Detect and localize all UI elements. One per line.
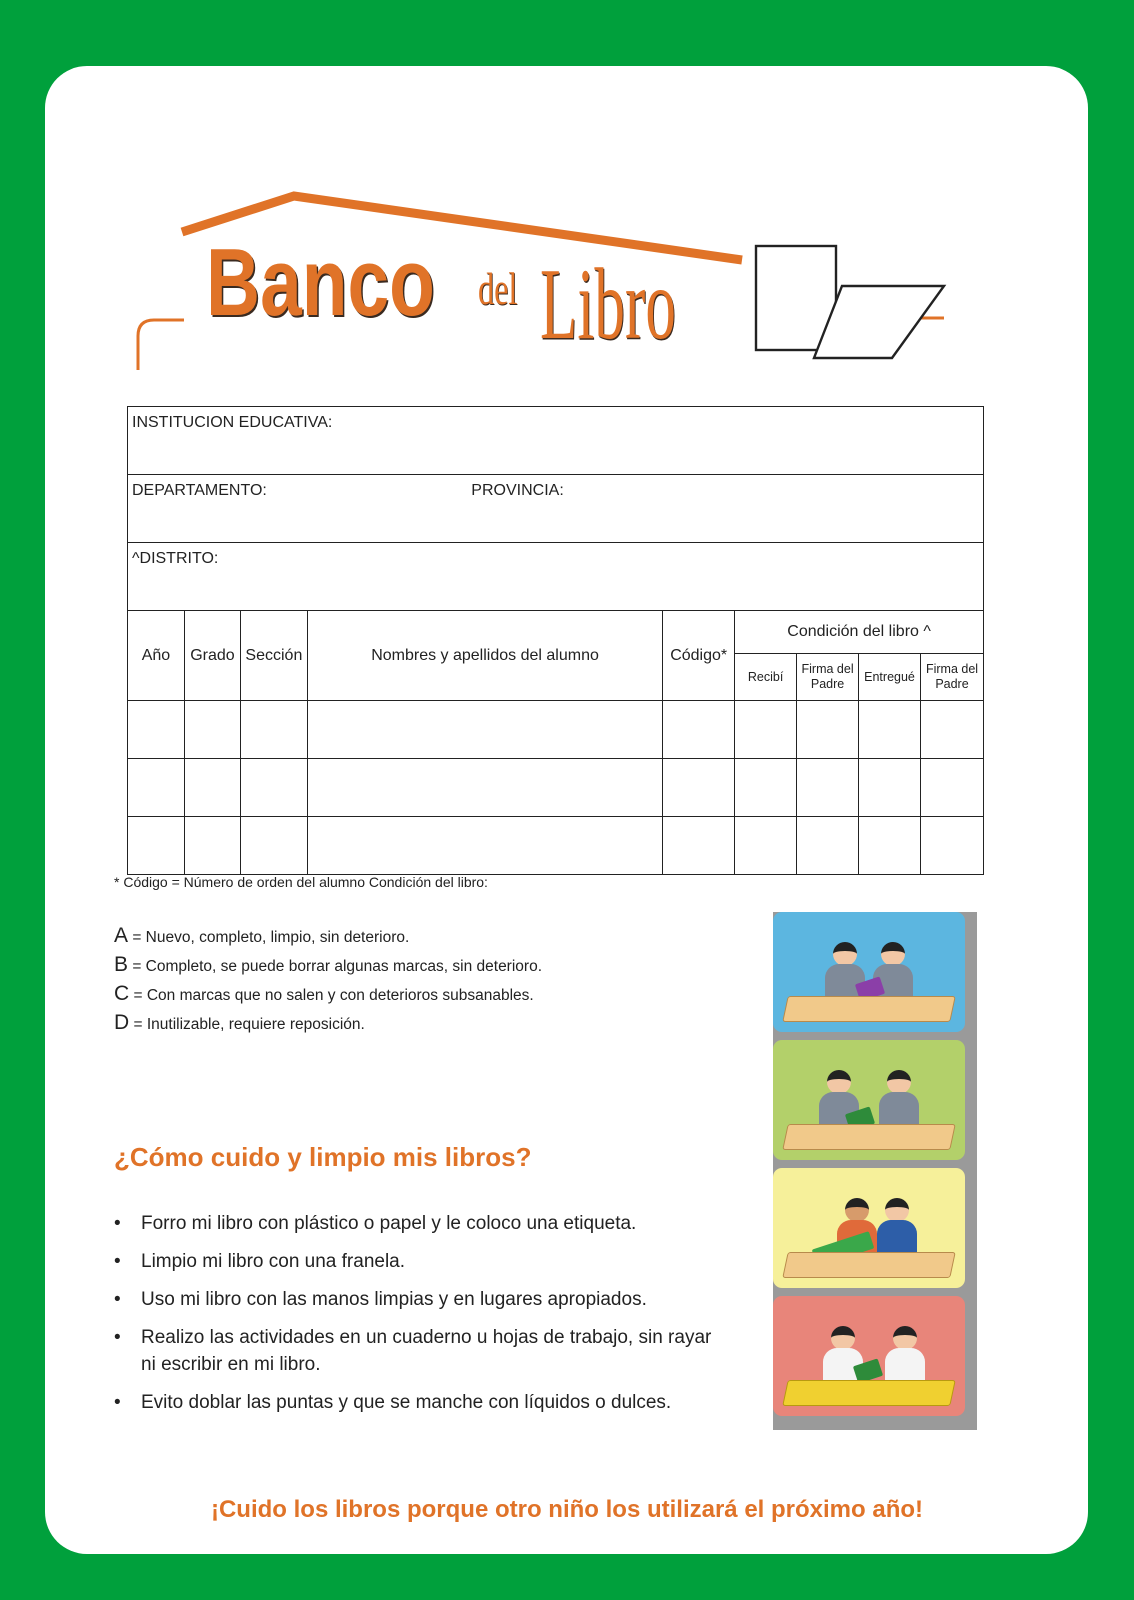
legend-item-d [114,1009,542,1038]
cell-seccion[interactable] [240,759,307,817]
cell-firma-padre-2[interactable] [921,759,984,817]
cell-anio[interactable] [128,701,185,759]
list-item: • Limpio mi libro con una franela. [114,1248,714,1275]
book-bank-form [127,406,984,875]
cell-seccion[interactable] [240,701,307,759]
header-nombres: Nombres y apellidos del alumno [307,611,662,701]
cell-codigo[interactable] [663,701,735,759]
cell-firma-padre-1[interactable] [797,817,859,875]
logo-libro-text: Libro [540,248,676,361]
cell-firma-padre-1[interactable] [797,759,859,817]
departamento-provincia-field[interactable] [128,475,984,543]
legend-text: = Completo, se puede borrar algunas marcas, sin deterioro. [128,958,542,975]
header-recibi: Recibí [735,654,797,701]
header-anio: Año [128,611,185,701]
cell-codigo[interactable] [663,759,735,817]
logo-banco-text: Banco [206,229,435,336]
provincia-label: PROVINCIA: [471,482,564,499]
children-reading-blue-illustration [773,912,965,1032]
list-item: • Realizo las actividades en un cuaderno u hojas de trabajo, sin rayar ni escribir en mi libro. [114,1324,714,1378]
cell-entregue[interactable] [859,701,921,759]
legend-item-c [114,980,542,1009]
cell-recibi[interactable] [735,759,797,817]
list-item: • Uso mi libro con las manos limpias y en lugares apropiados. [114,1286,714,1313]
cell-nombres[interactable] [307,759,662,817]
cell-firma-padre-1[interactable] [797,701,859,759]
cell-entregue[interactable] [859,817,921,875]
cell-anio[interactable] [128,759,185,817]
legend-letter: D [114,1011,130,1034]
legend-text: = Nuevo, completo, limpio, sin deterioro. [128,929,410,946]
departamento-label: DEPARTAMENTO: [132,482,267,499]
banco-del-libro-logo [132,190,972,380]
cell-grado[interactable] [184,701,240,759]
table-row [128,817,984,875]
header-entregue: Entregué [859,654,921,701]
distrito-label: ^DISTRITO: [132,550,219,567]
cell-grado[interactable] [184,759,240,817]
cell-recibi[interactable] [735,817,797,875]
header-condicion: Condición del libro ^ [735,611,984,654]
cell-firma-padre-2[interactable] [921,817,984,875]
table-row [128,701,984,759]
list-item: • Evito doblar las puntas y que se manche con líquidos o dulces. [114,1389,714,1416]
condition-legend [114,922,542,1038]
header-seccion: Sección [240,611,307,701]
legend-letter: A [114,924,129,947]
cell-firma-padre-2[interactable] [921,701,984,759]
cell-grado[interactable] [184,817,240,875]
legend-item-b [114,951,542,980]
cell-seccion[interactable] [240,817,307,875]
illustration-strip [773,912,977,1430]
legend-item-a [114,922,542,951]
children-reading-yellow-illustration [773,1168,965,1288]
care-list [114,1210,714,1427]
header-codigo: Código* [663,611,735,701]
legend-text: = Inutilizable, requiere reposición. [129,1016,365,1033]
cell-codigo[interactable] [663,817,735,875]
header-grado: Grado [184,611,240,701]
cell-nombres[interactable] [307,701,662,759]
cell-entregue[interactable] [859,759,921,817]
slogan: ¡Cuido los libros porque otro niño los utilizará el próximo año! [210,1496,924,1523]
legend-letter: C [114,982,130,1005]
header-firma-padre-2: Firma del Padre [921,654,984,701]
cell-recibi[interactable] [735,701,797,759]
table-row [128,759,984,817]
header-firma-padre-1: Firma del Padre [797,654,859,701]
legend-text: = Con marcas que no salen y con deterioros subsanables. [129,987,534,1004]
list-item: • Forro mi libro con plástico o papel y le coloco una etiqueta. [114,1210,714,1237]
institucion-field[interactable] [128,407,984,475]
care-title: ¿Cómo cuido y limpio mis libros? [114,1142,532,1172]
cell-nombres[interactable] [307,817,662,875]
legend-letter: B [114,953,129,976]
institucion-label: INSTITUCION EDUCATIVA: [132,414,333,431]
children-cleaning-red-illustration [773,1296,965,1416]
children-writing-green-illustration [773,1040,965,1160]
codigo-note: * Código = Número de orden del alumno Condición del libro: [114,874,488,890]
cell-anio[interactable] [128,817,185,875]
distrito-field[interactable] [128,543,984,611]
logo-del-text: del [478,263,518,314]
